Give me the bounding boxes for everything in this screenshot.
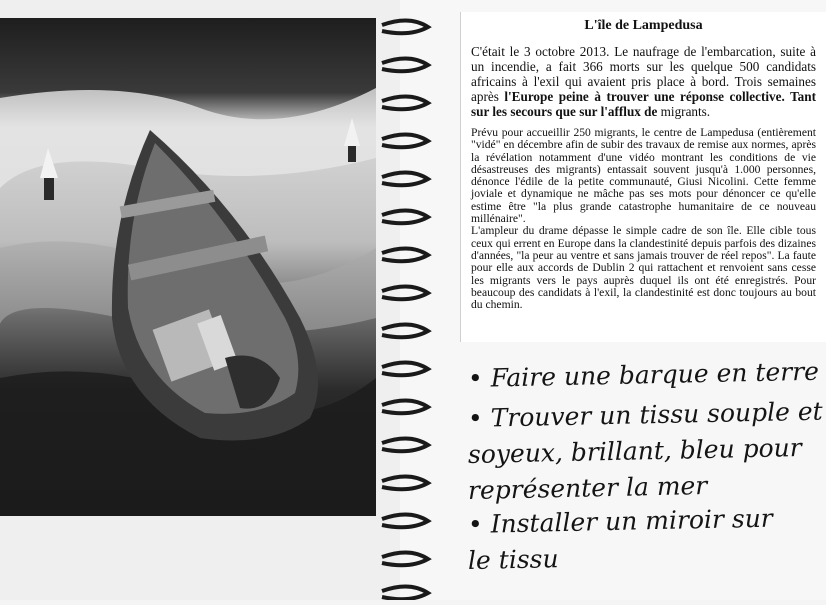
- article-intro: [471, 44, 816, 119]
- intro-lead-end: migrants.: [657, 104, 711, 119]
- boat-photograph: [0, 18, 376, 516]
- boat-photo-drawing: [0, 18, 376, 516]
- article-title: L'île de Lampedusa: [584, 18, 703, 33]
- article-body-paragraph-1: Prévu pour accueillir 250 migrants, le centre de Lampedusa (entièrement "vidé" en décembre afin de subir des travaux de remise aux normes, après la révélation notamment d'une vidéo montrant les conditions de vie désastreuses des migrants) entassait souvent jusqu'à 1.000 personnes, dénonce l'édile de la petite communauté, Giusi Nicolini. Cette femme joviale et dynamique ne mâche pas ses mots pour dénoncer ce qu'elle estime être "la plus grande catastrophe humanitaire de ce nouveau millénaire".: [471, 126, 816, 226]
- intro-sentence: C'était le 3 octobre 2013. Le naufrage de l'embarcation, suite à un incendie, a fait 366 morts sur les quelque 500 candidats africains à l'exil qui avaient pris place à bord.: [471, 44, 816, 89]
- spiral-binding: [380, 15, 440, 600]
- handwritten-note-line-6: le tissu: [467, 544, 559, 575]
- intro-lead-bold: l'Europe peine à trouver une réponse collective. Tant sur les secours que sur l'afflux de: [471, 89, 816, 119]
- intro-lead-start: Trois semaines après: [471, 74, 816, 104]
- handwritten-note-line-2: • Trouver un tissu souple et: [467, 396, 823, 433]
- spiral-rings: [380, 15, 440, 600]
- article-body-paragraph-2: L'ampleur du drame dépasse le simple cadre de son île. Elle cible tous ceux qui errent en Europe dans la clandestinité depuis parfois des dizaines d'années, "la peur au ventre et sans jamais trouver de réel repos". La faute pour elle aux accords de Dublin 2 qui rattachent et renvoient sans cesse les migrants vers le pays auprès duquel ils ont été enregistrés. Pour beaucoup des candidats à l'exil, la clandestinité est donc toujours au bout du chemin.: [471, 224, 816, 312]
- handwritten-note-line-3: soyeux, brillant, bleu pour: [467, 433, 802, 469]
- newspaper-clipping: [460, 12, 826, 342]
- handwritten-note-line-5: • Installer un miroir sur: [467, 503, 774, 539]
- handwritten-note-line-4: représenter la mer: [467, 470, 708, 505]
- handwritten-note-line-1: • Faire une barque en terre: [467, 356, 820, 393]
